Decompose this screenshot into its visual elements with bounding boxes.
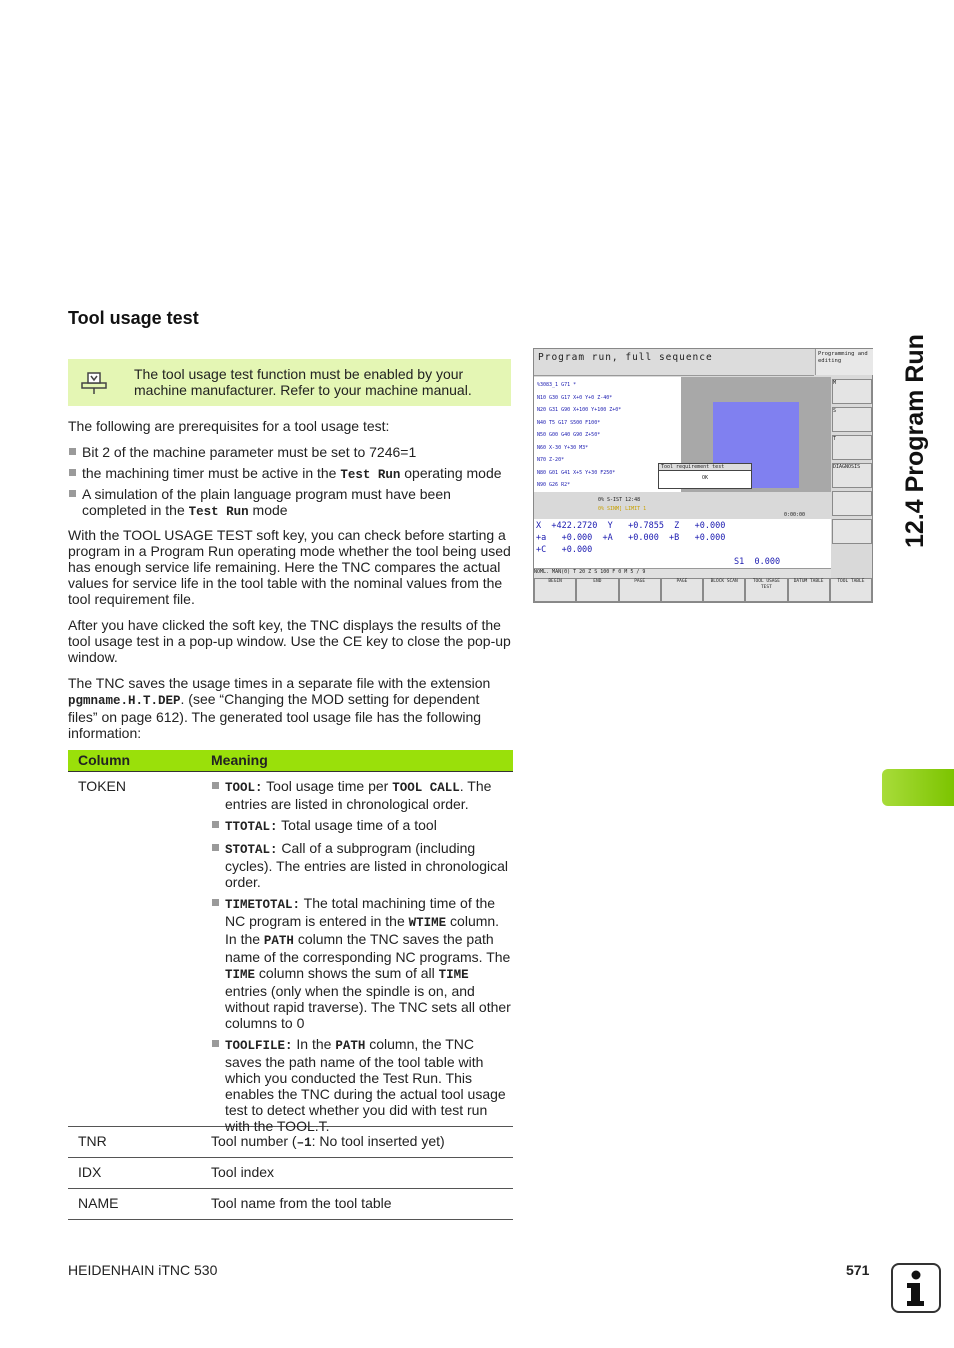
list-item: STOTAL: Call of a subprogram (including cycles). The entries are listed in chronological order.: [211, 840, 511, 890]
paragraph-file: The TNC saves the usage times in a separate file with the extension pgmname.H.T.DEP. (see “Changing the MOD setting for dependent files” on page 612). The generated tool usage file has the following information:: [68, 675, 491, 741]
prereq-bullet-3: A simulation of the plain language program must have been completed in the Test Run mode: [68, 486, 512, 520]
program-line: N20 G31 G90 X+100 Y+100 Z+0*: [537, 407, 622, 413]
meaning-header: Meaning: [211, 752, 268, 768]
row-token-name: TOKEN: [78, 778, 126, 794]
position-display: X +422.2720 Y +0.7855 Z +0.000 +a +0.000 +A +0.000 +B +0.000 +C +0.000 S1 0.000: [534, 519, 831, 571]
info-icon: [891, 1263, 941, 1313]
horizontal-soft-key[interactable]: TOOL TABLE: [830, 578, 872, 602]
override-1: 0% S-IST 12:48: [598, 497, 641, 503]
screen-header: Program run, full sequence: [534, 349, 814, 376]
program-line: N50 G00 G40 G90 Z+50*: [537, 432, 601, 438]
vertical-soft-key[interactable]: DIAGNOSIS: [832, 463, 872, 488]
note-text: The tool usage test function must be enabled by your machine manufacturer. Refer to your machine manual.: [134, 366, 472, 398]
list-item: TTOTAL: Total usage time of a tool: [211, 817, 511, 835]
prereq-intro: The following are prerequisites for a tool usage test:: [68, 418, 390, 434]
table-row: [68, 772, 513, 1134]
table-row: NAME Tool name from the tool table: [68, 1189, 513, 1220]
program-line: N90 G26 R2*: [537, 482, 571, 488]
graphics-window: [661, 377, 831, 492]
section-title: Tool usage test: [68, 308, 199, 328]
program-line: N10 G30 G17 X+0 Y+0 Z-40*: [537, 394, 613, 401]
list-item: TOOLFILE: In the PATH column, the TNC saves the path name of the tool table with which you conducted the Test Run. This enables the TNC during the actual tool usage test to detect whether you did with test run with the TOOL.T.: [211, 1036, 511, 1134]
horizontal-soft-key[interactable]: PAGE: [661, 578, 703, 602]
bullet-square-icon: [69, 490, 76, 497]
footer-product: HEIDENHAIN iTNC 530: [68, 1262, 218, 1278]
program-line: %3083_1 G71 *: [537, 382, 577, 388]
horizontal-soft-keys: [534, 578, 872, 602]
horizontal-soft-key[interactable]: BEGIN: [534, 578, 576, 602]
bullet-square-icon: [69, 448, 76, 455]
column-header: Column: [78, 752, 131, 768]
vertical-soft-key[interactable]: T: [832, 435, 872, 460]
program-line: N70 Z-20*: [537, 457, 565, 463]
tnc-screen-screenshot: [533, 348, 873, 603]
table-row: IDX Tool index: [68, 1158, 513, 1189]
vertical-soft-key[interactable]: M: [832, 379, 872, 404]
machine-manual-icon: [80, 369, 108, 397]
tool-requirement-popup: Tool requirement test OK: [658, 463, 752, 489]
horizontal-soft-key[interactable]: PAGE: [619, 578, 661, 602]
table-row: TNR Tool number (–1: No tool inserted yet): [68, 1127, 513, 1158]
vertical-soft-key[interactable]: [832, 491, 872, 516]
tool-usage-table: [68, 750, 513, 1220]
vertical-soft-key[interactable]: [832, 519, 872, 544]
list-item: TOOL: Tool usage time per TOOL CALL. The entries are listed in chronological order.: [211, 778, 511, 812]
row-token-meaning: [211, 778, 511, 1139]
table-header: [68, 750, 513, 772]
horizontal-soft-key[interactable]: DATUM TABLE: [788, 578, 830, 602]
vertical-soft-keys: [832, 379, 872, 547]
bullet-square-icon: [69, 469, 76, 476]
prereq-bullet-2: the machining timer must be active in the Test Run operating mode: [68, 465, 512, 483]
horizontal-soft-key[interactable]: BLOCK SCAN: [703, 578, 745, 602]
page-number: 571: [846, 1262, 870, 1278]
run-time: 0:00:00: [784, 512, 806, 518]
screen-mode2: Programming and editing: [815, 349, 873, 375]
chapter-tab-title: [893, 310, 933, 550]
horizontal-soft-key[interactable]: TOOL USAGE TEST: [745, 578, 787, 602]
program-line: N40 T5 G17 S500 F100*: [537, 419, 601, 426]
vertical-soft-key[interactable]: S: [832, 407, 872, 432]
popup-ok-button: OK: [701, 475, 709, 481]
svg-text:12.4 Program Run: 12.4 Program Run: [901, 334, 929, 548]
prereq-bullet-1: Bit 2 of the machine parameter must be set to 7246=1: [68, 444, 512, 460]
manufacturer-note: [68, 359, 511, 406]
paragraph-popup: After you have clicked the soft key, the TNC displays the results of the tool usage test in a pop-up window. Use the CE key to close the pop-up window.: [68, 617, 511, 665]
program-line: N80 G01 G41 X+5 Y+30 F250*: [537, 469, 616, 476]
status-bar: NOML. MAN(0) T 20 Z S 100 F 0 M 5 / 9: [534, 568, 831, 578]
override-2: 0% SINM] LIMIT 1: [598, 506, 647, 512]
chapter-tab: [882, 769, 954, 806]
horizontal-soft-key[interactable]: END: [576, 578, 618, 602]
paragraph-soft-key: With the TOOL USAGE TEST soft key, you can check before starting a program in a Program Run operating mode whether the tool being used has enough service life remaining. Here the TNC compares the actual values for service life in the tool table with the nominal values from the tool requirement file.: [68, 527, 511, 607]
program-line: N60 X-30 Y+30 M3*: [537, 444, 589, 451]
list-item: TIMETOTAL: The total machining time of the NC program is entered in the WTIME column. In the PATH column the TNC saves the path name of the corresponding NC programs. The TIME column shows the sum of all TIME entries (only when the spindle is on, and without rapid traverse). The TNC sets all other columns to 0: [211, 895, 511, 1031]
